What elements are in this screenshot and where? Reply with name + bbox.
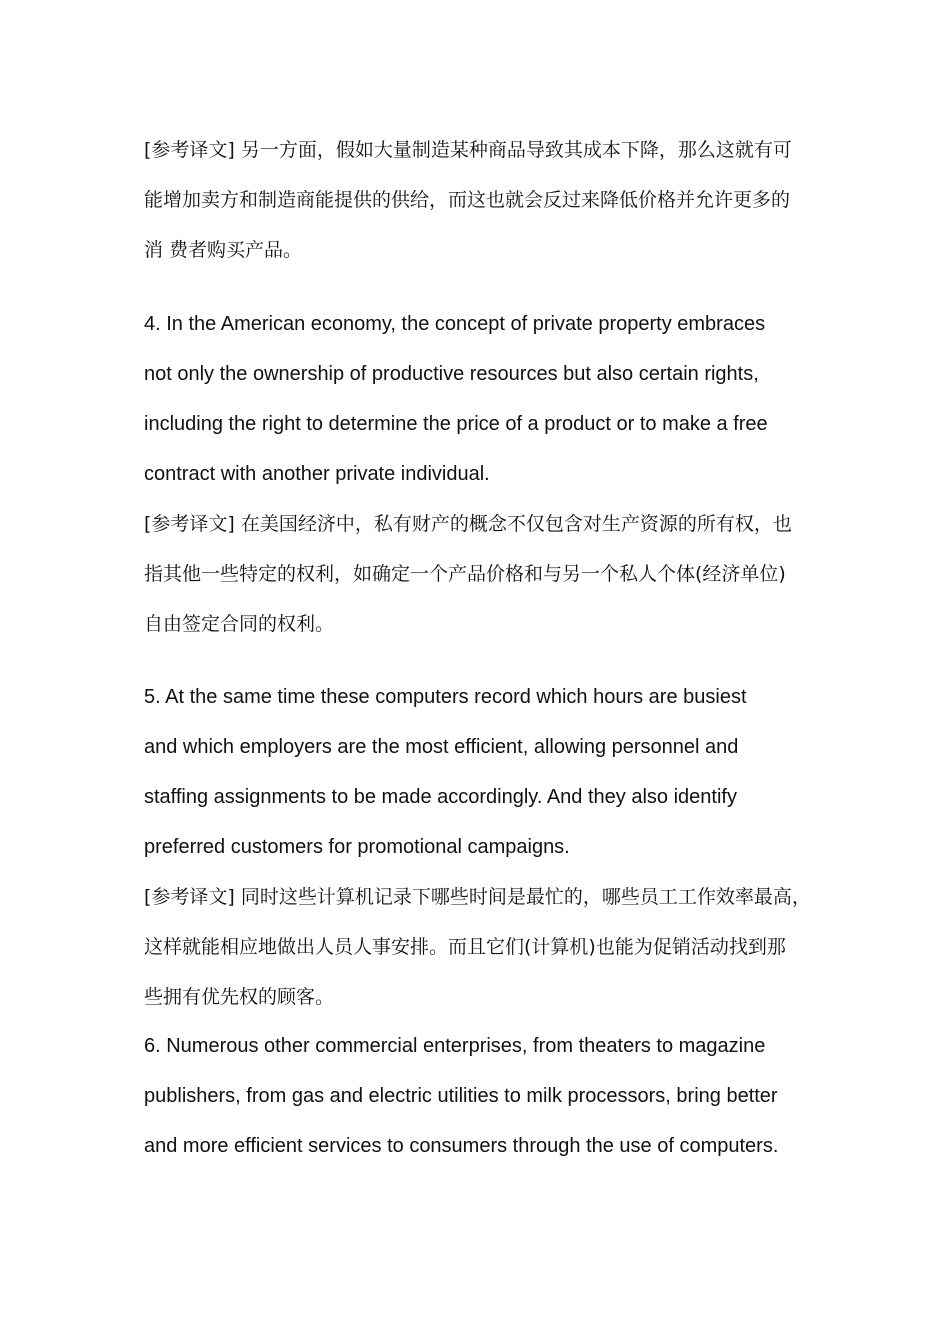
translation-3-line-3: 消 费者购买产品。 <box>144 239 303 261</box>
item-5-line-1: 5. At the same time these computers record which hours are busiest <box>144 686 747 708</box>
item-6-line-2: publishers, from gas and electric utilities to milk processors, bring better <box>144 1085 778 1107</box>
item-6-line-3: and more efficient services to consumers through the use of computers. <box>144 1135 779 1157</box>
translation-3-line-2: 能增加卖方和制造商能提供的供给，而这也就会反过来降低价格并允许更多的 <box>144 189 791 211</box>
item-4-line-2: not only the ownership of productive resources but also certain rights, <box>144 363 759 385</box>
translation-4-line-2: 指其他一些特定的权利，如确定一个产品价格和与另一个私人个体(经济单位) <box>144 563 786 585</box>
item-5-line-4: preferred customers for promotional campaigns. <box>144 836 570 858</box>
translation-5-line-2: 这样就能相应地做出人员人事安排。而且它们(计算机)也能为促销活动找到那 <box>144 936 786 958</box>
item-5-line-3: staffing assignments to be made accordingly. And they also identify <box>144 786 737 808</box>
translation-4-line-3: 自由签定合同的权利。 <box>144 613 335 635</box>
item-6-line-1: 6. Numerous other commercial enterprises, from theaters to magazine <box>144 1035 766 1057</box>
item-4-line-3: including the right to determine the price of a product or to make a free <box>144 413 768 435</box>
item-4-line-4: contract with another private individual. <box>144 463 490 485</box>
translation-3-line-1: [参考译文] 另一方面，假如大量制造某种商品导致其成本下降，那么这就有可 <box>144 139 792 161</box>
translation-5-line-1: [参考译文] 同时这些计算机记录下哪些时间是最忙的，哪些员工工作效率最高， <box>144 886 811 908</box>
item-5-line-2: and which employers are the most efficient, allowing personnel and <box>144 736 739 758</box>
translation-4-line-1: [参考译文] 在美国经济中，私有财产的概念不仅包含对生产资源的所有权，也 <box>144 513 792 535</box>
item-4-line-1: 4. In the American economy, the concept of private property embraces <box>144 313 766 335</box>
translation-5-line-3: 些拥有优先权的顾客。 <box>144 986 335 1008</box>
